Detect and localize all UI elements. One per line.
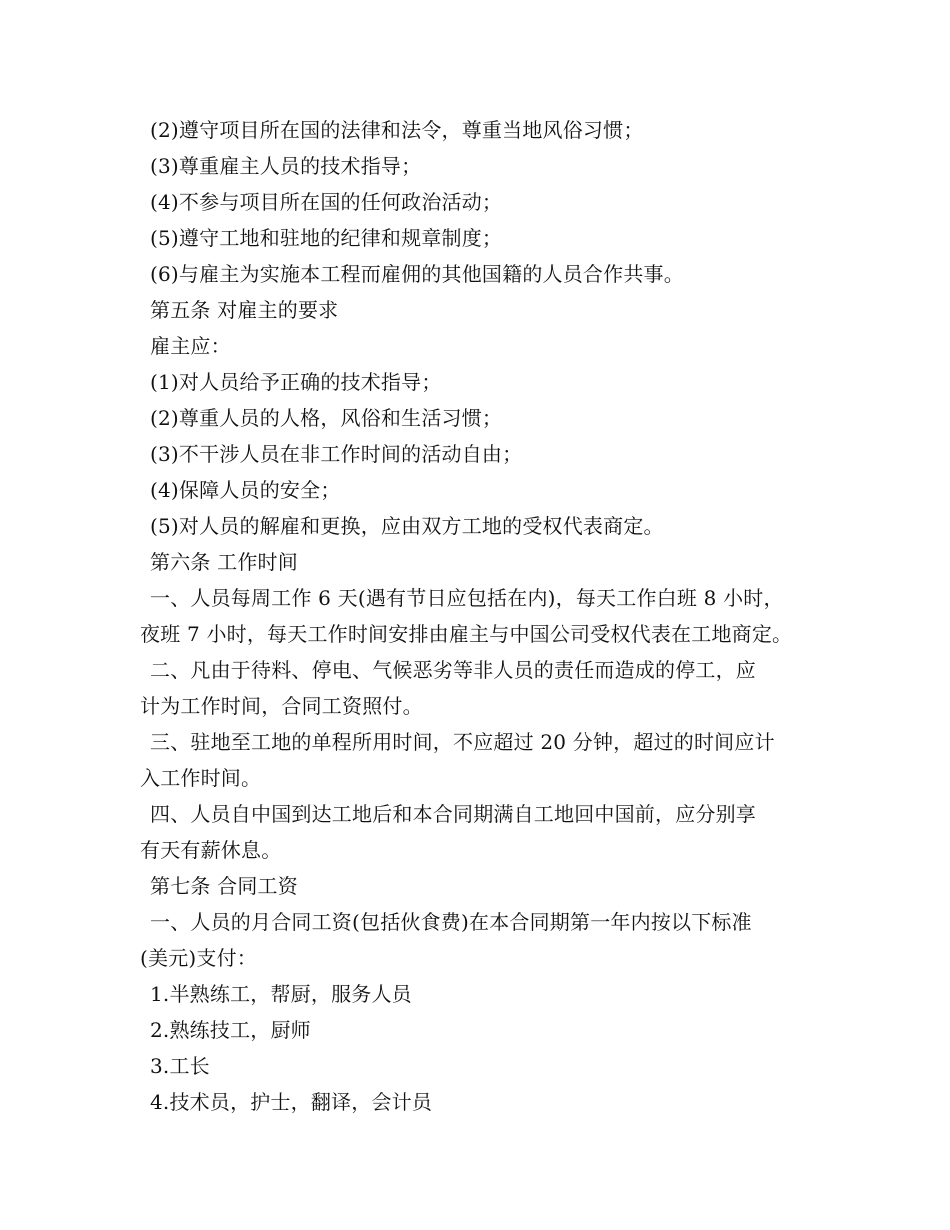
text-line: 有天有薪休息。	[140, 838, 282, 862]
list-item: 3.工长	[150, 1054, 210, 1078]
list-item: 1.半熟练工，帮厨，服务人员	[150, 982, 412, 1006]
list-item: 2.熟练技工，厨师	[150, 1018, 311, 1042]
text-line: (3)不干涉人员在非工作时间的活动自由；	[150, 442, 523, 466]
text-line: (6)与雇主为实施本工程而雇佣的其他国籍的人员合作共事。	[150, 262, 684, 286]
text-line: (2)尊重人员的人格，风俗和生活习惯；	[150, 406, 503, 430]
text-line: 四、人员自中国到达工地后和本合同期满自工地回中国前，应分别享	[150, 802, 756, 826]
section-heading: 第五条 对雇主的要求	[150, 298, 339, 322]
text-line: (2)遵守项目所在国的法律和法令，尊重当地风俗习惯；	[150, 118, 644, 142]
text-line: 一、人员的月合同工资(包括伙食费)在本合同期第一年内按以下标准	[150, 910, 752, 934]
text-line: (美元)支付：	[140, 946, 258, 970]
text-line: 三、驻地至工地的单程所用时间，不应超过 20 分钟，超过的时间应计	[150, 730, 775, 754]
text-line: (4)不参与项目所在国的任何政治活动；	[150, 190, 503, 214]
document-body	[140, 112, 830, 1120]
text-line: (3)尊重雇主人员的技术指导；	[150, 154, 422, 178]
text-line: 一、人员每周工作 6 天(遇有节日应包括在内)，每天工作白班 8 小时，	[150, 586, 784, 610]
text-line: 二、凡由于待料、停电、气候恶劣等非人员的责任而造成的停工，应	[150, 658, 756, 682]
text-line: 入工作时间。	[140, 766, 262, 790]
list-item: 4.技术员，护士，翻译，会计员	[150, 1090, 433, 1114]
text-line: 夜班 7 小时，每天工作时间安排由雇主与中国公司受权代表在工地商定。	[140, 622, 793, 646]
text-line: (1)对人员给予正确的技术指导；	[150, 370, 442, 394]
text-line: 计为工作时间，合同工资照付。	[140, 694, 423, 718]
text-line: (4)保障人员的安全；	[150, 478, 341, 502]
text-line: 雇主应：	[150, 334, 231, 358]
section-heading: 第七条 合同工资	[150, 874, 298, 898]
section-heading: 第六条 工作时间	[150, 550, 298, 574]
text-line: (5)遵守工地和驻地的纪律和规章制度；	[150, 226, 503, 250]
text-line: (5)对人员的解雇和更换，应由双方工地的受权代表商定。	[150, 514, 664, 538]
